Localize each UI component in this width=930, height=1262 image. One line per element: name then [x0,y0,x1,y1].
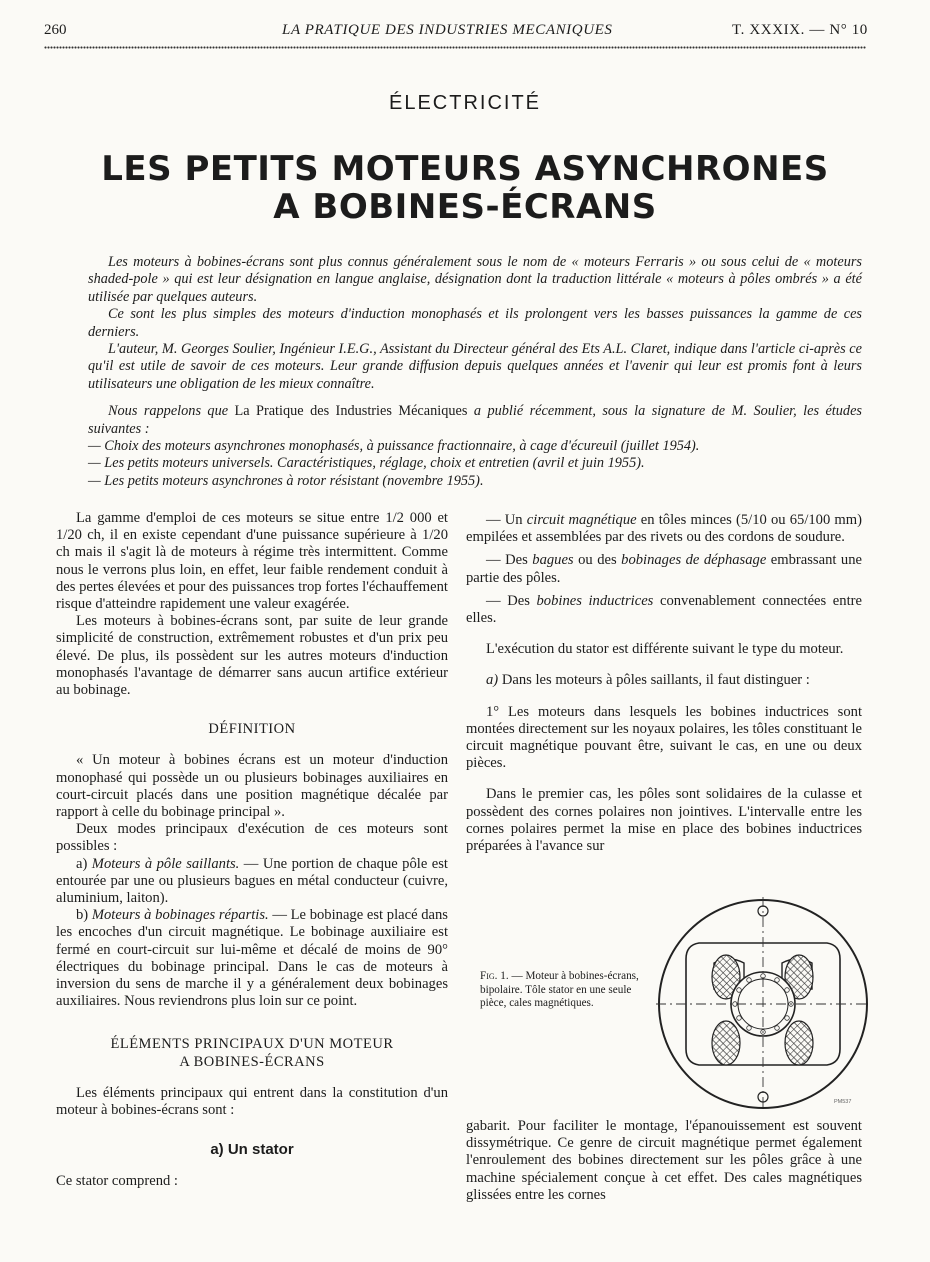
body-paragraph [466,512,862,546]
body-paragraph [466,593,862,627]
reference-item: — Choix des moteurs asynchrones monophasés, à puissance fractionnaire, à cage d'écureuil (juillet 1954). [88,438,700,455]
body-paragraph: Dans le premier cas, les pôles sont solidaires de la culasse et possèdent des cornes polaires non jointives. L'intervalle entre les cornes polaires permet la mise en place des bobines inductrices préparées à l'avance sur [466,786,862,855]
body-text: convenablement connectées entre elles. [466,592,862,627]
dotted-rule [44,46,866,49]
subheading-elements: ÉLÉMENTS PRINCIPAUX D'UN MOTEUR [110,1036,394,1053]
journal-title: LA PRATIQUE DES INDUSTRIES MECANIQUES [282,22,613,38]
intro-paragraph: Les moteurs à bobines-écrans sont plus connus généralement sous le nom de « moteurs Ferraris » ou sous celui de « moteurs shaded-pole » qui est leur désignation en langue anglaise, désignation dont la traduction littérale « moteurs à pôles ombrés » a été utilisée par quelques auteurs. [88,254,862,305]
body-paragraph: 1° Les moteurs dans lesquels les bobines inductrices sont montées directement sur les noyaux polaires, les tôles constituant le circuit magnétique pouvant être, suivant le cas, en une ou deux pièces. [466,703,862,772]
coil-bottom-right [785,1021,813,1065]
reference-item: — Les petits moteurs asynchrones à rotor résistant (novembre 1955). [88,472,484,489]
page-number: 260 [44,22,67,38]
caption-text: — Moteur à bobines-écrans, bipolaire. Tôle stator en une seule pièce, cales magnétiques. [480,970,639,1009]
body-text: en tôles minces (5/10 ou 65/100 mm) empilées et assemblées par des rivets ou des cordons de soudure. [466,512,862,546]
emphasis: Moteurs à pôle saillants. [91,855,240,872]
right-column-continued [466,1118,862,1204]
emphasis: bagues [532,552,574,569]
subheading-elements-2: A BOBINES-ÉCRANS [179,1053,325,1070]
subheading-stator: a) Un stator [210,1141,294,1159]
section-heading: ÉLECTRICITÉ [388,92,542,114]
body-text: ou des [573,552,622,569]
list-marker: a) [486,672,499,689]
running-header [44,22,870,44]
body-paragraph: gabarit. Pour faciliter le montage, l'épanouissement est souvent dissymétrique. Ce genre de circuit magnétique permet également l'enroulement des bobines directement sur les pôles grâce à une machine spécialement conçue à cet effet. Des cales magnétiques glissées entre les cornes [466,1118,862,1203]
intro-block [88,254,862,490]
body-text: — Une portion de chaque pôle est entourée par une ou plusieurs bagues en métal conducteur (cuivre, aluminium, laiton). [56,855,448,907]
volume-issue: T. XXXIX. — N° 10 [732,22,868,38]
body-paragraph: Les éléments principaux qui entrent dans la constitution d'un moteur à bobines-écrans sont : [56,1084,448,1119]
title-line-2: A BOBINES-ÉCRANS [273,187,657,227]
title-line-1: LES PETITS MOTEURS ASYNCHRONES [101,149,829,189]
body-text: Dans les moteurs à pôles saillants, il faut distinguer : [498,672,810,689]
left-column [56,510,448,1190]
reference-list [88,438,862,490]
body-paragraph: L'exécution du stator est différente suivant le type du moteur. [486,641,844,658]
body-text: embrassant une partie des pôles. [466,552,862,586]
figure-label: Fig. 1. [480,970,509,982]
body-paragraph: La gamme d'emploi de ces moteurs se situe entre 1/2 000 et 1/20 ch, il en existe cependant d'une puissance supérieure à 1/20 ch mais il s'agit là de moteurs à régime très intermittent. Comme nous le verrons plus loin, en effet, leur faible rendement conduit à des pertes élevées et pour des puissances trop fortes l'échauffement risque d'atteindre rapidement une valeur exagérée. [56,510,448,613]
figure-caption [480,970,642,1011]
body-paragraph: Les moteurs à bobines-écrans sont, par suite de leur grande simplicité de construction, extrêmement robustes et d'un prix peu élevé. De plus, ils possèdent sur les autres moteurs d'induction monophasés l'avantage de démarrer sans aucun artifice extérieur au bobinage. [56,613,448,699]
emphasis: Moteurs à bobinages répartis. [91,907,269,924]
body-paragraph [56,907,448,1010]
emphasis: bobines inductrices [536,592,654,609]
article-title [0,150,930,226]
emphasis: bobinages de déphasage [621,552,767,569]
body-text: — Des [486,552,533,569]
list-marker: b) [76,907,92,924]
intro-paragraph [88,403,862,438]
intro-text: Nous rappelons que [108,403,235,420]
right-column [466,512,862,855]
body-paragraph: Deux modes principaux d'exécution de ces moteurs sont possibles : [56,821,448,855]
body-paragraph: Ce stator comprend : [56,1172,178,1189]
figure-ref: PM537 [834,1099,852,1105]
journal-name: La Pratique des Industries Mécaniques [234,403,468,420]
list-marker: a) [76,855,92,872]
body-text: — Le bobinage est placé dans les encoches d'un circuit magnétique. Le bobinage auxiliaire est fermé en court-circuit sur lui-même et décalé de moins de 90° électriques du bobinage principal. Dans le cas de moteurs à inversion du sens de marche il y a généralement deux bobinages auxiliaires. Nous reviendrons plus loin sur ce point. [56,907,448,1010]
coil-bottom-left [712,1021,740,1065]
reference-item: — Les petits moteurs universels. Caractéristiques, réglage, choix et entretien (avril et juin 1955). [88,455,645,472]
motor-stator-figure [654,893,872,1115]
body-paragraph [466,672,862,689]
body-paragraph [466,552,862,586]
body-paragraph [56,856,448,908]
intro-paragraph: Ce sont les plus simples des moteurs d'induction monophasés et ils prolongent vers les basses puissances la gamme de ces derniers. [88,306,862,340]
subheading-definition: DÉFINITION [208,721,296,738]
body-text: — Des [486,592,537,609]
intro-text: a publié récemment, sous la signature de M. Soulier, les études suivantes : [88,403,862,437]
body-text: — Un [486,512,527,528]
body-paragraph: « Un moteur à bobines écrans est un moteur d'induction monophasé qui possède un ou plusieurs bobinages auxiliaires en court-circuit placés dans une position magnétique décalée par rapport à celle du bobinage principal ». [56,752,448,821]
intro-paragraph: L'auteur, M. Georges Soulier, Ingénieur I.E.G., Assistant du Directeur général des Ets A.L. Claret, indique dans l'article ci-après ce qu'il est utile de savoir de ces moteurs. Leur grande diffusion depuis quelques années et l'avenir qui leur est promis font à leurs utilisateurs une obligation de les mieux connaître. [88,341,862,392]
emphasis: circuit magnétique [526,512,637,528]
